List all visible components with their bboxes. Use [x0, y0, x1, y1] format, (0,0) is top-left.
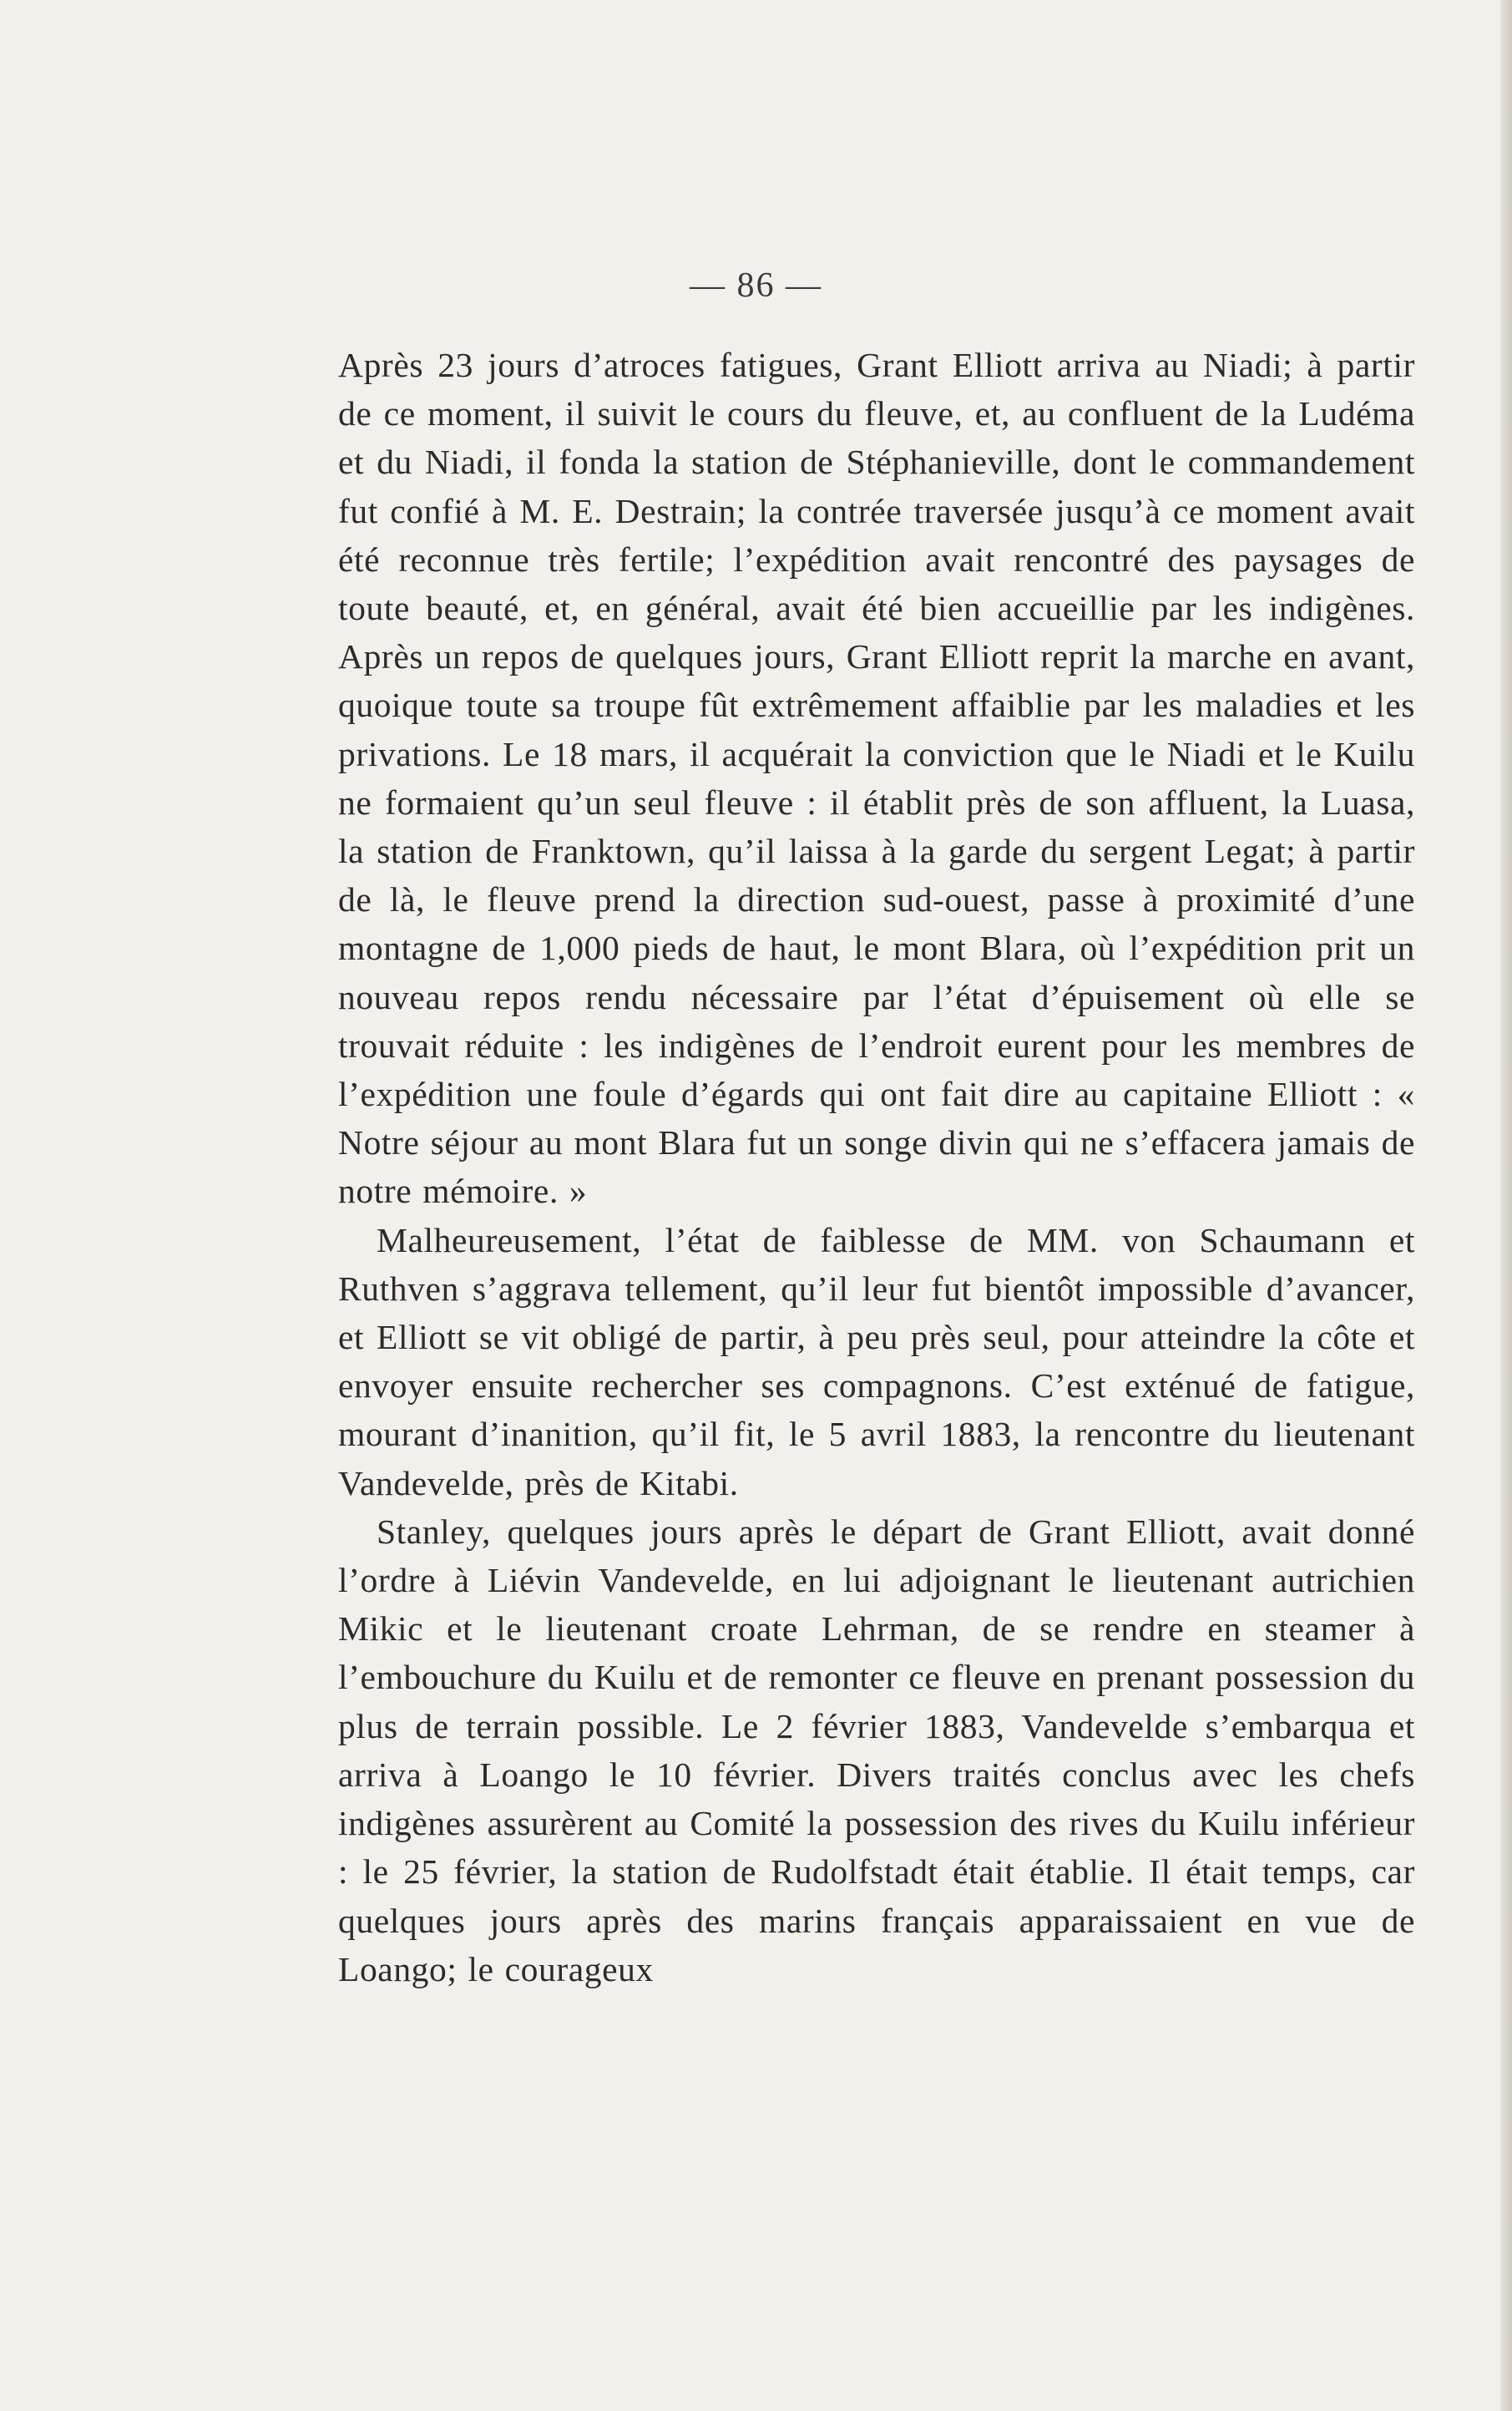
body-text — [338, 341, 1415, 1993]
paragraph-2: Malheureusement, l’état de faiblesse de MM. von Schaumann et Ruthven s’aggrava tellement, qu’il leur fut bientôt impossible d’avancer, et Elliott se vit obligé de partir, à peu près seul, pour atteindre la côte et envoyer ensuite rechercher ses compagnons. C’est exténué de fatigue, mourant d’inanition, qu’il fit, le 5 avril 1883, la rencontre du lieutenant Vandevelde, près de Kitabi. — [338, 1220, 1415, 1502]
page-edge — [1500, 0, 1512, 2411]
paragraph-3: Stanley, quelques jours après le départ de Grant Elliott, avait donné l’ordre à Liévin Vandevelde, en lui adjoignant le lieutenant autrichien Mikic et le lieutenant croate Lehrman, de se rendre en steamer à l’embouchure du Kuilu et de remonter ce fleuve en prenant possession du plus de terrain possible. Le 2 février 1883, Vandevelde s’embarqua et arriva à Loango le 10 février. Divers traités conclus avec les chefs indigènes assurèrent au Comité la possession des rives du Kuilu inférieur : le 25 février, la station de Rudolfstadt était établie. Il était temps, car quelques jours après des marins français apparaissaient en vue de Loango; le courageux — [338, 1512, 1415, 1988]
paragraph-1: Après 23 jours d’atroces fatigues, Grant Elliott arriva au Niadi; à partir de ce moment, il suivit le cours du fleuve, et, au confluent de la Ludéma et du Niadi, il fonda la station de Stéphanieville, dont le commandement fut confié à M. E. Destrain; la contrée traversée jusqu’à ce moment avait été reconnue très fertile; l’expédition avait rencontré des paysages de toute beauté, et, en général, avait été bien accueillie par les indigènes. Après un repos de quelques jours, Grant Elliott reprit la marche en avant, quoique toute sa troupe fût extrêmement affaiblie par les maladies et les privations. Le 18 mars, il acquérait la conviction que le Niadi et le Kuilu ne formaient qu’un seul fleuve : il établit près de son affluent, la Luasa, la station de Franktown, qu’il laissa à la garde du sergent Legat; à partir de là, le fleuve prend la direction sud-ouest, passe à proximité d’une montagne de 1,000 pieds de haut, le mont Blara, où l’expédition prit un nouveau repos rendu nécessaire par l’état d’épuisement où elle se trouvait réduite : les indigènes de l’endroit eurent pour les membres de l’expédition une foule d’égards qui ont fait dire au capitaine Elliott : « Notre séjour au mont Blara fut un songe divin qui ne s’effacera jamais de notre mémoire. » — [338, 346, 1415, 1211]
page-number: — 86 — — [690, 266, 822, 305]
